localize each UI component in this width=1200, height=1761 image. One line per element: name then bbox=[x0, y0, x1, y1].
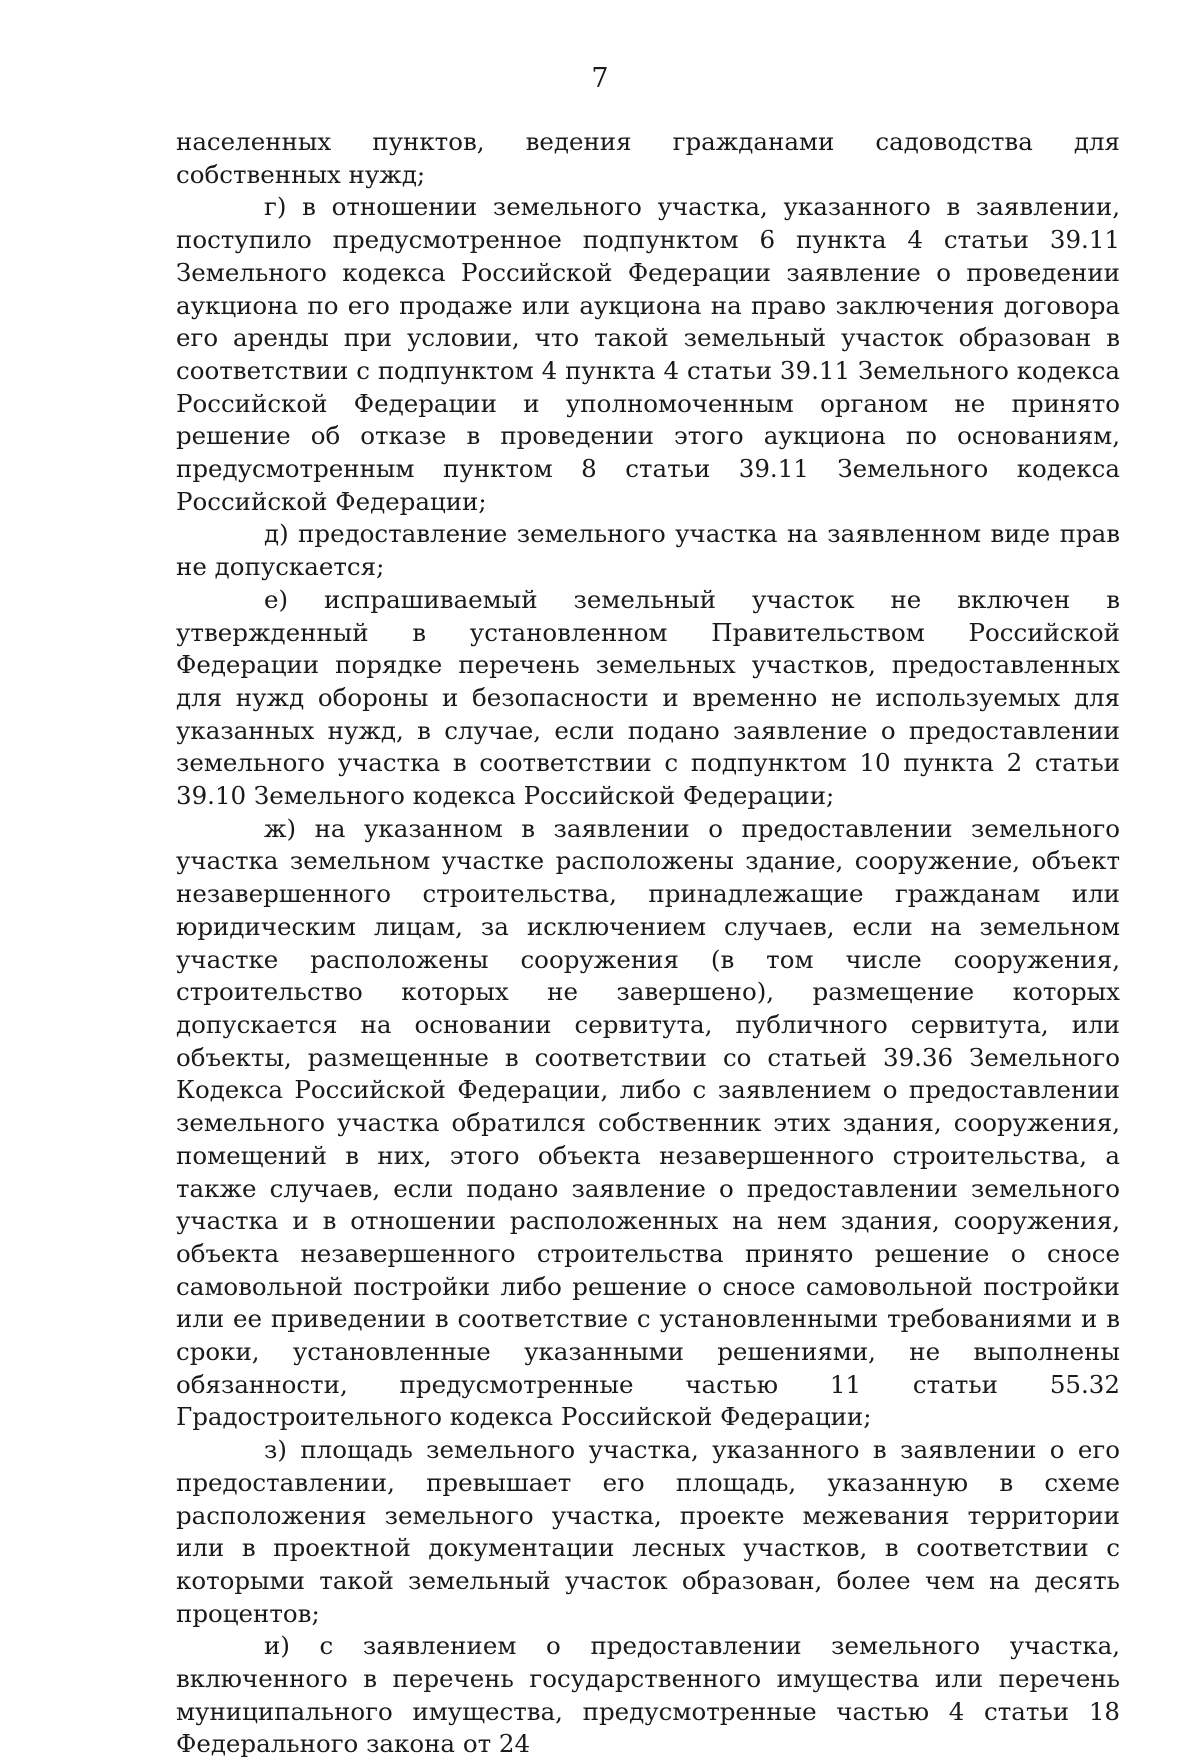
paragraph-item-z: з) площадь земельного участка, указанного в заявлении о его предоставлении, превышает его площадь, указанную в схеме расположения земельного участка, проекте межевания территории или в проектной документации лесных участков, в соответствии с которыми такой земельный участок образован, более чем на десять процентов; bbox=[176, 1435, 1120, 1628]
paragraph-item-i: и) с заявлением о предоставлении земельного участка, включенного в перечень государственного имущества или перечень муниципального имущества, предусмотренные частью 4 статьи 18 Федерального закона от 24 bbox=[176, 1631, 1120, 1759]
page-number: 7 bbox=[591, 63, 609, 94]
paragraph-item-g: г) в отношении земельного участка, указанного в заявлении, поступило предусмотренное подпунктом 6 пункта 4 статьи 39.11 Земельного кодекса Российской Федерации заявление о проведении аукциона по его продаже или аукциона на право заключения договора его аренды при условии, что такой земельный участок образован в соответствии с подпунктом 4 пункта 4 статьи 39.11 Земельного кодекса Российской Федерации и уполномоченным органом не принято решение об отказе в проведении этого аукциона по основаниям, предусмотренным пунктом 8 статьи 39.11 Земельного кодекса Российской Федерации; bbox=[176, 192, 1120, 516]
paragraph-item-zh: ж) на указанном в заявлении о предоставлении земельного участка земельном участке расположены здание, сооружение, объект незавершенного строительства, принадлежащие гражданам или юридическим лицам, за исключением случаев, если на земельном участке расположены сооружения (в том числе сооружения, строительство которых не завершено), размещение которых допускается на основании сервитута, публичного сервитута, или объекты, размещенные в соответствии со статьей 39.36 Земельного Кодекса Российской Федерации, либо с заявлением о предоставлении земельного участка обратился собственник этих здания, сооружения, помещений в них, этого объекта незавершенного строительства, а также случаев, если подано заявление о предоставлении земельного участка и в отношении расположенных на нем здания, сооружения, объекта незавершенного строительства принято решение о сносе самовольной постройки либо решение о сносе самовольной постройки или ее приведении в соответствие с установленными требованиями и в сроки, установленные указанными решениями, не выполнены обязанности, предусмотренные частью 11 статьи 55.32 Градостроительного кодекса Российской Федерации; bbox=[176, 813, 1120, 1432]
paragraph-item-e: е) испрашиваемый земельный участок не включен в утвержденный в установленном Правительством Российской Федерации порядке перечень земельных участков, предоставленных для нужд обороны и безопасности и временно не используемых для указанных нужд, в случае, если подано заявление о предоставлении земельного участка в соответствии с подпунктом 10 пункта 2 статьи 39.10 Земельного кодекса Российской Федерации; bbox=[176, 584, 1120, 811]
paragraph-continuation: населенных пунктов, ведения гражданами садоводства для собственных нужд; bbox=[176, 127, 1120, 189]
document-body bbox=[176, 126, 1120, 1761]
paragraph-item-d: д) предоставление земельного участка на заявленном виде прав не допускается; bbox=[176, 519, 1120, 582]
